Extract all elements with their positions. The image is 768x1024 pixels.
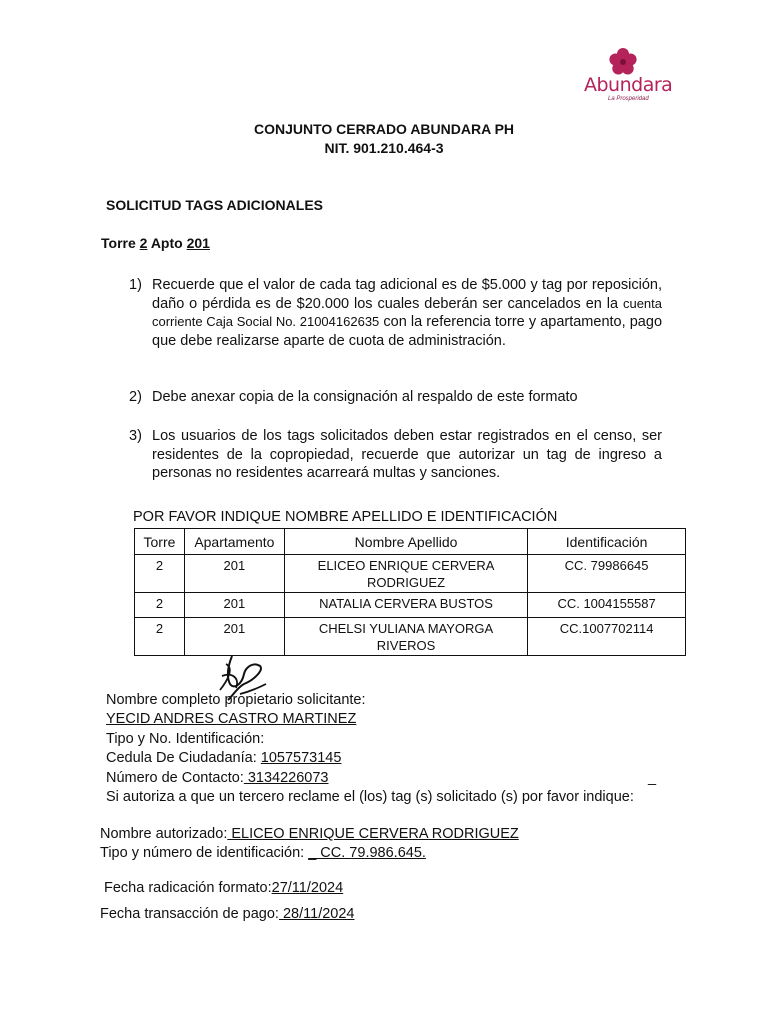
note-3	[129, 427, 664, 485]
note-number: 2)	[129, 389, 142, 405]
authorized-name-value: ELICEO ENRIQUE CERVERA RODRIGUEZ	[227, 826, 519, 842]
cell-torre: 2	[135, 593, 185, 618]
logo-tagline: La Prosperidad	[608, 96, 649, 102]
authorized-name-label: Nombre autorizado:	[100, 826, 228, 842]
cell-identificacion: CC. 1004155587	[528, 593, 686, 618]
authorized-id-line	[100, 845, 426, 861]
authorized-name-line	[100, 826, 519, 842]
col-apartamento: Apartamento	[184, 529, 284, 555]
col-identificacion: Identificación	[528, 529, 686, 555]
cedula-value: 1057573145	[260, 750, 342, 766]
note-2	[129, 388, 664, 408]
blank-underscore: _	[648, 770, 657, 786]
cell-nombre: CHELSI YULIANA MAYORGA RIVEROS	[284, 618, 527, 656]
owner-cedula-line	[106, 750, 341, 766]
col-nombre: Nombre Apellido	[284, 529, 527, 555]
table-header-row	[135, 529, 686, 555]
apto-label: Apto	[150, 235, 183, 251]
table-row	[135, 555, 686, 593]
note-text: Recuerde que el valor de cada tag adicional es de $5.000 y tag por reposición, daño o pérdida es de $20.000 los cuales deberán ser cancelados en la cuenta corriente Caja Social No. 21004162635 con la referencia torre y apartamento, pago que debe realizarse aparte de cuota de administración.	[152, 277, 663, 349]
pago-label: Fecha transacción de pago:	[100, 906, 279, 922]
cell-apartamento: 201	[184, 555, 284, 593]
cedula-label: Cedula De Ciudadanía:	[106, 750, 257, 766]
cell-identificacion: CC.1007702114	[528, 618, 686, 656]
note-number: 3)	[129, 428, 142, 444]
table-row	[135, 618, 686, 656]
cell-nombre: NATALIA CERVERA BUSTOS	[284, 593, 527, 618]
owner-id-type-label: Tipo y No. Identificación:	[106, 731, 265, 747]
cell-nombre: ELICEO ENRIQUE CERVERA RODRIGUEZ	[284, 555, 527, 593]
pago-value: 28/11/2024	[278, 906, 355, 922]
torre-value: 2	[139, 235, 148, 251]
note-number: 1)	[129, 277, 142, 293]
cell-torre: 2	[135, 618, 185, 656]
contact-value: 3134226073	[243, 770, 329, 786]
radicacion-value: 27/11/2024	[271, 880, 344, 896]
note-text: Los usuarios de los tags solicitados deben estar registrados en el censo, ser residentes de la copropiedad, recuerde que autorizar un tag de ingreso a personas no residentes acarreará multas y sanciones.	[152, 428, 662, 481]
org-nit: NIT. 901.210.464-3	[324, 140, 444, 156]
table-row	[135, 593, 686, 618]
apto-value: 201	[186, 235, 210, 251]
torre-label: Torre	[101, 235, 136, 251]
cell-identificacion: CC. 79986645	[528, 555, 686, 593]
authorized-id-value: _ CC. 79.986.645.	[308, 845, 426, 861]
third-party-label: Si autoriza a que un tercero reclame el (los) tag (s) solicitado (s) por favor indique:	[106, 789, 634, 805]
logo-brand-text: Abundara	[584, 74, 673, 96]
contact-label: Número de Contacto:	[106, 770, 244, 786]
authorized-id-label: Tipo y número de identificación:	[100, 845, 305, 861]
radicacion-line	[104, 880, 343, 896]
form-title: SOLICITUD TAGS ADICIONALES	[106, 197, 323, 213]
cell-apartamento: 201	[184, 618, 284, 656]
col-torre: Torre	[135, 529, 185, 555]
radicacion-label: Fecha radicación formato:	[104, 880, 272, 896]
note-text: Debe anexar copia de la consignación al respaldo de este formato	[152, 389, 578, 405]
owner-name: YECID ANDRES CASTRO MARTINEZ	[106, 711, 357, 727]
org-name: CONJUNTO CERRADO ABUNDARA PH	[253, 121, 515, 137]
authorized-people-table	[134, 528, 686, 656]
pago-line	[100, 906, 354, 922]
owner-name-label: Nombre completo propietario solicitante:	[106, 692, 366, 708]
note-1	[129, 276, 664, 370]
table-caption: POR FAVOR INDIQUE NOMBRE APELLIDO E IDENTIFICACIÓN	[133, 509, 558, 525]
cell-apartamento: 201	[184, 593, 284, 618]
cell-torre: 2	[135, 555, 185, 593]
owner-contact-line	[106, 770, 329, 786]
unit-line	[101, 235, 210, 251]
